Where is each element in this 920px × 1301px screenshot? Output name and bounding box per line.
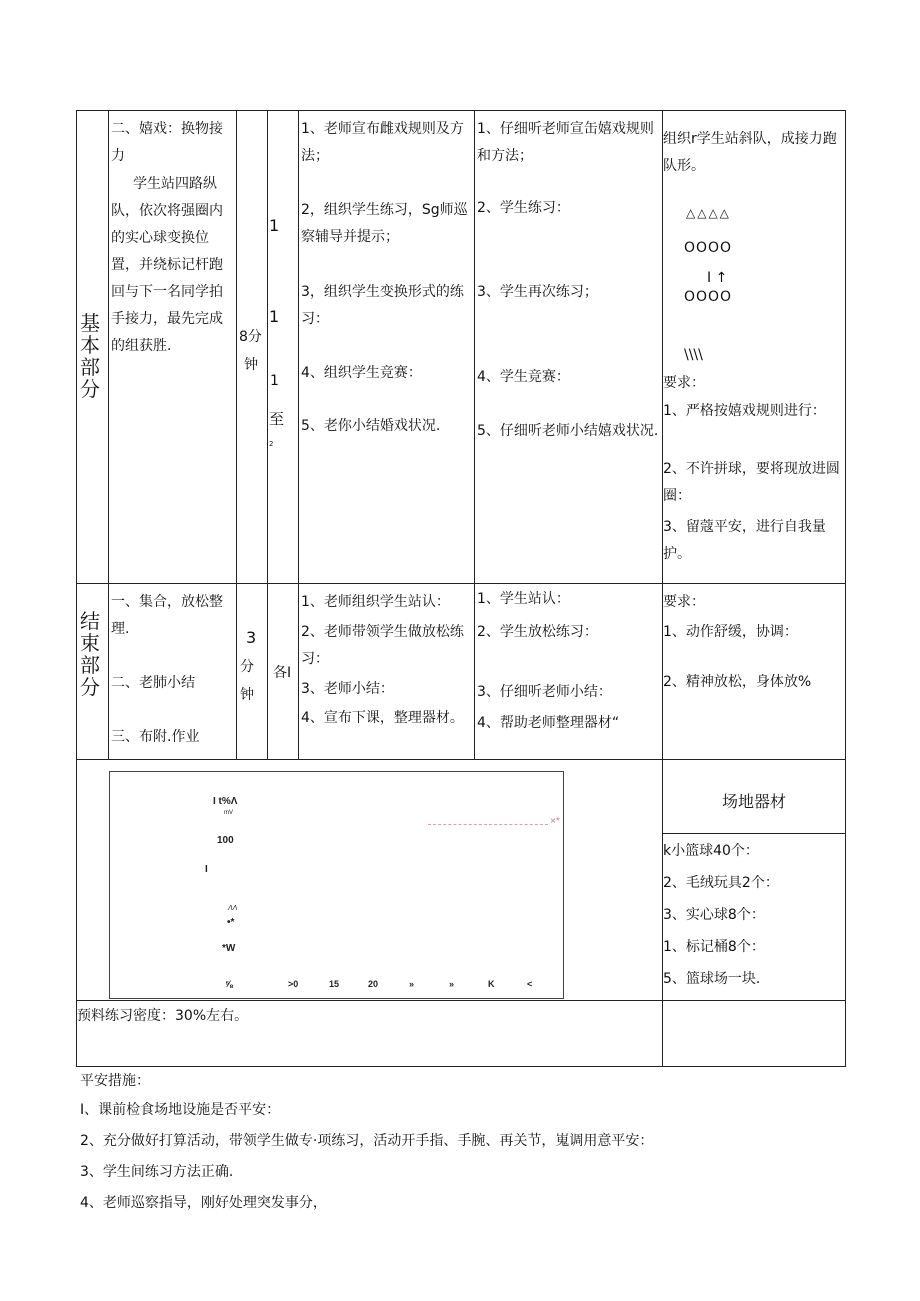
chart-series-line (428, 824, 548, 825)
chart-xtick-7: < (527, 979, 533, 989)
chart-xtick-0: ⅝ (225, 979, 233, 989)
formation-circles-row-2: OOOO (684, 289, 733, 305)
row-divider-1 (76, 583, 846, 584)
chart-xtick-4: » (409, 979, 415, 989)
col-divider-3 (267, 110, 268, 760)
basic-student-3: 3、学生再次练习； (477, 284, 598, 300)
basic-student-5: 5、仔细听老师小结嬉戏状况. (477, 423, 659, 439)
ending-teacher-3: 3、老师小结： (301, 681, 394, 697)
formation-circles-row-1: OOOO (684, 240, 733, 256)
basic-teacher-5: 5、老你小结婚戏状况. (301, 418, 441, 434)
ending-student-3: 3、仔细听老师小结： (477, 684, 612, 700)
chart-xtick-6: K (488, 979, 495, 989)
formation-arrow: I ↑ (707, 270, 728, 286)
heart-rate-chart (109, 771, 564, 999)
equipment-item-4: 1、标记桶8个： (663, 939, 765, 955)
chart-ylabel-3: I (205, 864, 208, 875)
practice-density: 预料练习密度：30%左右。 (77, 1008, 249, 1024)
basic-req-title: 要求： (663, 375, 705, 391)
safety-item-3: 3、学生间练习方法正确. (80, 1164, 234, 1180)
section-label-ending (80, 610, 104, 698)
section-label-basic (80, 312, 104, 400)
col-divider-5 (474, 110, 475, 760)
equipment-item-2: 2、毛绒玩具2个： (663, 875, 779, 891)
table-top-border (76, 110, 846, 111)
basic-count-1: 1 (269, 216, 280, 235)
ending-student-4: 4、帮助老师整理器材“ (477, 715, 620, 731)
ending-content-1: 一、集合，放松整理. (111, 594, 223, 637)
basic-req-1: 1、严格按嬉戏规则进行： (663, 403, 826, 419)
basic-content-desc: 学生站四路纵队，依次将强圈内的实心球变换位置，并绕标记杆跑回与下一名同学拍手接力，最先完成的组获胜. (111, 176, 223, 354)
safety-item-2: 2、充分做好打算活动，带领学生做专·项练习，活动开手指、手腕、再关节，嵬调用意平安： (80, 1133, 654, 1149)
col-divider-1 (108, 110, 109, 760)
ending-teacher-2: 2、老师带领学生做放松练习： (301, 624, 464, 667)
basic-student-1: 1、仔细听老师宣缶嬉戏规则和方法； (477, 121, 654, 164)
col-divider-4 (298, 110, 299, 760)
equipment-item-3: 3、实心球8个： (663, 907, 765, 923)
equipment-item-1: k小篮球40个： (663, 843, 759, 859)
basic-teacher-4: 4、组织学生竞赛： (301, 365, 422, 381)
ending-teacher-4: 4、宣布下课，整理器材。 (301, 710, 464, 726)
basic-time-2: 钟 (244, 357, 258, 373)
ending-content-3: 三、布附.作业 (111, 729, 200, 745)
formation-triangles: △△△△ (686, 206, 731, 220)
equipment-item-5: 5、篮球场一块. (663, 971, 761, 987)
basic-teacher-2: 2，组织学生练习，Sg师巡察辅导并提示； (301, 202, 468, 245)
basic-req-3: 3、留蔻平安，进行自我量护。 (663, 519, 826, 562)
chart-ylabel-0: I t%Λ (213, 796, 238, 807)
basic-teacher-3: 3，组织学生变换形式的练习： (301, 284, 464, 327)
ending-student-2: 2、学生放松练习： (477, 624, 598, 640)
ending-req-2: 2、精神放松，身体放% (663, 674, 812, 690)
safety-item-4: 4、老师巡察指导，刚好处理突发事分， (80, 1195, 327, 1211)
ending-count: 各I (273, 665, 292, 681)
basic-req-2: 2、不许拼球，要将现放进圆圈： (663, 461, 840, 504)
basic-content-title: 二、嬉戏：换物接力 (111, 121, 223, 164)
chart-xtick-5: » (449, 979, 455, 989)
chart-xtick-1: >0 (288, 979, 299, 989)
table-right-border (845, 110, 846, 1066)
col-divider-2 (236, 110, 237, 760)
ending-time-1: 3 (246, 628, 257, 647)
ending-time-2: 分 (240, 659, 254, 675)
section-label-ending-text: 结束部分 (80, 609, 100, 699)
chart-xtick-3: 20 (368, 979, 379, 989)
ending-time-3: 钟 (240, 687, 254, 703)
chart-xtick-2: 15 (329, 979, 340, 989)
chart-ylabel-4: ΛΛ (228, 905, 238, 912)
basic-count-2: 1 (269, 307, 280, 326)
table-bottom-border (76, 1066, 846, 1067)
safety-title: 平安措施： (80, 1073, 150, 1089)
row-divider-3 (76, 1000, 846, 1001)
basic-student-4: 4、学生竞赛： (477, 369, 570, 385)
ending-content-2: 二、老肺小结 (111, 675, 195, 691)
ending-req-title: 要求： (663, 594, 705, 610)
ending-student-1: 1、学生站认： (477, 591, 570, 607)
basic-org-intro: 组织r学生站斜队，成接力跑队形。 (663, 131, 837, 174)
chart-ylabel-5: •* (227, 917, 235, 928)
equipment-title-divider (662, 833, 846, 834)
basic-time-1: 8分 (239, 329, 262, 345)
basic-count-4: 至 (269, 410, 285, 428)
basic-count-3: 1 (270, 373, 279, 389)
chart-ylabel-1: mV (224, 810, 233, 816)
chart-series-end-marker: ×* (550, 816, 560, 827)
row-divider-2 (76, 759, 846, 760)
formation-slashes: \\\\ (684, 347, 703, 363)
safety-item-1: I、课前检食场地设施是否平安： (80, 1102, 281, 1118)
ending-teacher-1: 1、老师组织学生站认： (301, 594, 450, 610)
table-left-border (76, 110, 77, 1066)
basic-count-5: 2 (269, 440, 274, 448)
section-label-basic-text: 基本部分 (80, 311, 100, 401)
basic-teacher-1: 1、老师宣布雌戏规则及方法； (301, 121, 464, 164)
ending-req-1: 1、动作舒缓，协调： (663, 624, 798, 640)
chart-ylabel-2: 100 (217, 835, 234, 846)
equipment-title: 场地器材 (721, 792, 786, 811)
chart-ylabel-6: *W (222, 943, 236, 954)
basic-student-2: 2、学生练习： (477, 200, 570, 216)
